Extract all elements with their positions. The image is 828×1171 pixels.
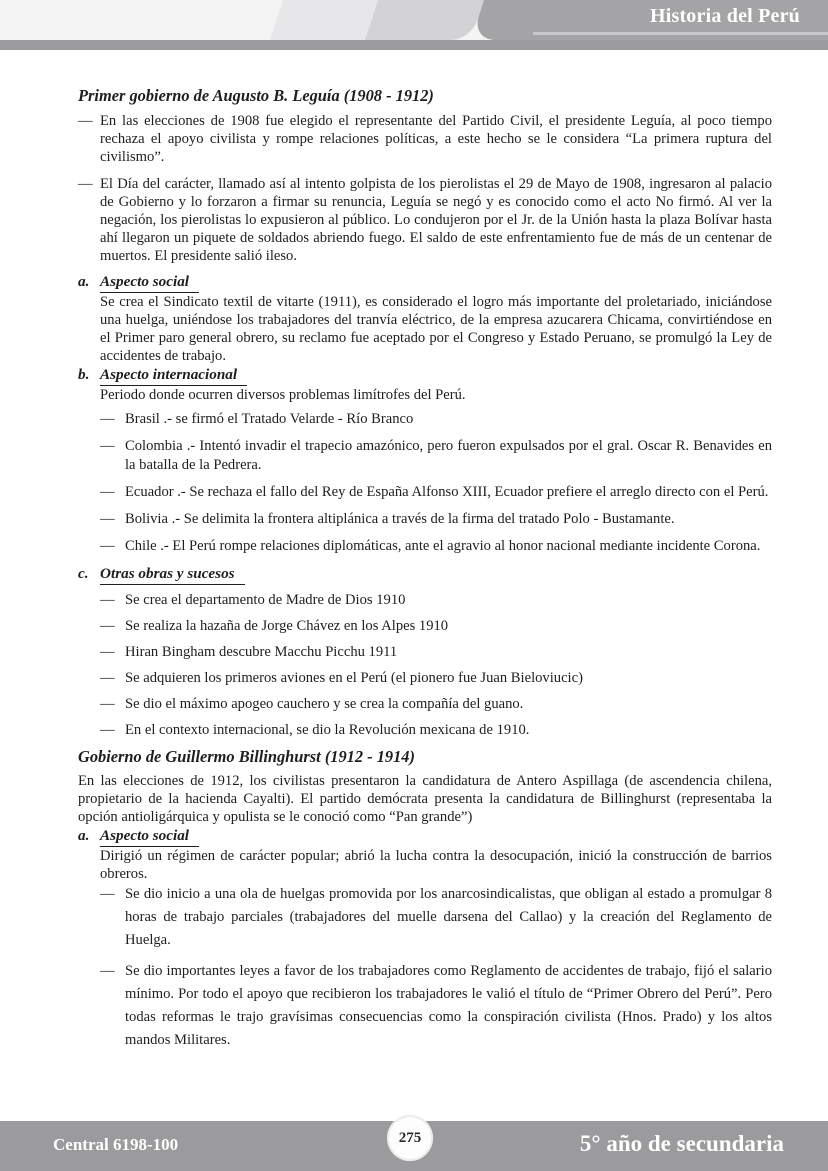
dash-marker: — xyxy=(100,411,115,427)
document-content xyxy=(78,86,772,1060)
subitem-text: Se dio inicio a una ola de huelgas promovida por los anarcosindicalistas, que obligan al estado a promulgar 8 horas de trabajo parciales (trabajadores del muelle darsena del Callao) y la creación del Reglamento de Huelga. xyxy=(125,886,772,948)
subitem-brasil xyxy=(100,410,772,429)
page-header xyxy=(0,0,828,50)
section-heading xyxy=(78,272,772,293)
section-title: Aspecto social xyxy=(100,826,199,847)
subitem-text: Colombia .- Intentó invadir el trapecio amazónico, pero fueron expulsados por el gral. Oscar R. Benavides en la batalla de la Pedrera. xyxy=(125,438,772,473)
subitem-revolucion-mexicana xyxy=(100,721,772,739)
dash-marker: — xyxy=(100,886,115,902)
billinghurst-intro-paragraph: En las elecciones de 1912, los civilistas presentaron la candidatura de Antero Aspillaga (de ascendencia chilena, propietario de la hacienda Cayalti). El partido demócrata presenta la candidatura de Billinghurst (representaba la opción antioligárquica y opulista se le conoció como “Pan grande”) xyxy=(78,773,772,825)
subitem-text: Brasil .- se firmó el Tratado Velarde - Río Branco xyxy=(125,411,414,427)
dash-marker: — xyxy=(100,696,115,712)
section-letter: b. xyxy=(78,366,90,383)
dash-marker: — xyxy=(100,644,115,660)
section-letter: a. xyxy=(78,827,90,844)
page-header-title: Historia del Perú xyxy=(649,5,800,27)
subitem-text: Ecuador .- Se rechaza el fallo del Rey de España Alfonso XIII, Ecuador prefiere el arreglo directo con el Perú. xyxy=(125,484,769,500)
dash-marker: — xyxy=(100,438,115,454)
dash-marker: — xyxy=(100,592,115,608)
subitem-ola-de-huelgas xyxy=(100,883,772,952)
section-title: Aspecto social xyxy=(100,272,199,293)
section-a2-aspecto-social xyxy=(78,826,772,1052)
header-stripe-medium xyxy=(365,0,484,40)
section-heading xyxy=(78,365,772,386)
subitem-machu-picchu xyxy=(100,643,772,661)
subitem-chile xyxy=(100,537,772,556)
bullet-text: En las elecciones de 1908 fue elegido el representante del Partido Civil, el presidente Leguía, al poco tiempo rechaza el apoyo civilista y rompe relaciones políticas, a este hecho se le considera “La primera ruptura del civilismo”. xyxy=(100,113,772,165)
dash-marker: — xyxy=(100,670,115,686)
section-b-aspecto-internacional xyxy=(78,365,772,556)
dash-marker: — xyxy=(100,618,115,634)
subitem-leyes-trabajadores xyxy=(100,960,772,1052)
section-heading xyxy=(78,564,772,585)
subitem-bolivia xyxy=(100,510,772,529)
subitem-text: Chile .- El Perú rompe relaciones diplomáticas, ante el agravio al honor nacional mediante incidente Corona. xyxy=(125,538,761,554)
section-title: Otras obras y sucesos xyxy=(100,564,245,585)
subitem-text: Se dio el máximo apogeo cauchero y se crea la compañía del guano. xyxy=(125,696,524,712)
subitem-text: En el contexto internacional, se dio la Revolución mexicana de 1910. xyxy=(125,722,530,738)
subitem-text: Se crea el departamento de Madre de Dios 1910 xyxy=(125,592,406,608)
bullet-dia-del-caracter xyxy=(78,175,772,265)
header-stripe-light xyxy=(270,0,378,40)
subitem-primeros-aviones xyxy=(100,669,772,687)
section-intro: Periodo donde ocurren diversos problemas limítrofes del Perú. xyxy=(100,387,466,403)
subitem-text: Bolivia .- Se delimita la frontera altiplánica a través de la firma del tratado Polo - Bustamante. xyxy=(125,511,675,527)
section-c-otras-obras xyxy=(78,564,772,739)
section-heading xyxy=(78,826,772,847)
dash-marker: — xyxy=(78,176,93,192)
footer-phone: Central 6198-100 xyxy=(53,1135,179,1154)
section-a-aspecto-social xyxy=(78,272,772,365)
footer-grade-label: 5° año de secundaria xyxy=(579,1131,784,1156)
subitem-ecuador xyxy=(100,483,772,502)
subitem-text: Hiran Bingham descubre Macchu Picchu 1911 xyxy=(125,644,398,660)
heading-primer-gobierno-leguia: Primer gobierno de Augusto B. Leguía (1908 - 1912) xyxy=(78,86,434,105)
bullet-text: El Día del carácter, llamado así al intento golpista de los pierolistas el 29 de Mayo de 1908, ingresaron al palacio de Gobierno y lo forzaron a firmar su renuncia, Leguía se negó y es conocido como el acto No firmó. Al ver la negación, los pierolistas lo expusieron al público. Lo condujeron por el Jr. de la Unión hasta la plaza Bolívar hasta ahí llegaron un piquete de soldados abriendo fuego. El saldo de este enfrentamiento fue de más de un centenar de muertos. El presidente salió ileso. xyxy=(100,176,772,264)
dash-marker: — xyxy=(100,538,115,554)
subitem-apogeo-cauchero xyxy=(100,695,772,713)
section-body: Se crea el Sindicato textil de vitarte (1911), es considerado el logro más importante del proletariado, iniciándose una huelga, uniéndose los trabajadores del tranvía eléctrico, de la empresa azucarera Chicama, convirtiéndose en el Primer paro general obrero, su reclamo fue aceptado por el Congreso y Estado Peruano, se promulgó la Ley de accidentes de trabajo. xyxy=(100,294,772,364)
header-title-underline xyxy=(533,32,828,35)
subitem-text: Se realiza la hazaña de Jorge Chávez en los Alpes 1910 xyxy=(125,618,449,634)
subitem-jorge-chavez xyxy=(100,617,772,635)
section-letter: c. xyxy=(78,565,89,582)
page-number-badge xyxy=(387,1115,433,1161)
subitem-text: Se dio importantes leyes a favor de los trabajadores como Reglamento de accidentes de trabajo, fijó el salario mínimo. Por todo el apoyo que recibieron los trabajadores le valió el título de “Primer Obrero del Perú”. Pero todas reformas le trajo gravísimas consecuencias como la conspiración civilista (Hnos. Prado) y los altos mandos Militares. xyxy=(125,963,772,1048)
dash-marker: — xyxy=(100,511,115,527)
subitem-colombia xyxy=(100,437,772,475)
bullet-elecciones-1908 xyxy=(78,112,772,166)
dash-marker: — xyxy=(100,484,115,500)
dash-marker: — xyxy=(100,963,115,979)
heading-gobierno-billinghurst: Gobierno de Guillermo Billinghurst (1912 - 1914) xyxy=(78,747,415,766)
section-body: Dirigió un régimen de carácter popular; abrió la lucha contra la desocupación, inició la construcción de barrios obreros. xyxy=(100,848,772,882)
subitem-text: Se adquieren los primeros aviones en el Perú (el pionero fue Juan Bieloviucic) xyxy=(125,670,583,686)
subitem-madre-de-dios xyxy=(100,591,772,609)
header-bottom-bar xyxy=(0,40,828,50)
page-footer xyxy=(0,1121,828,1171)
section-letter: a. xyxy=(78,273,90,290)
page-number: 275 xyxy=(398,1129,422,1146)
dash-marker: — xyxy=(100,722,115,738)
section-title: Aspecto internacional xyxy=(100,365,247,386)
dash-marker: — xyxy=(78,113,93,129)
